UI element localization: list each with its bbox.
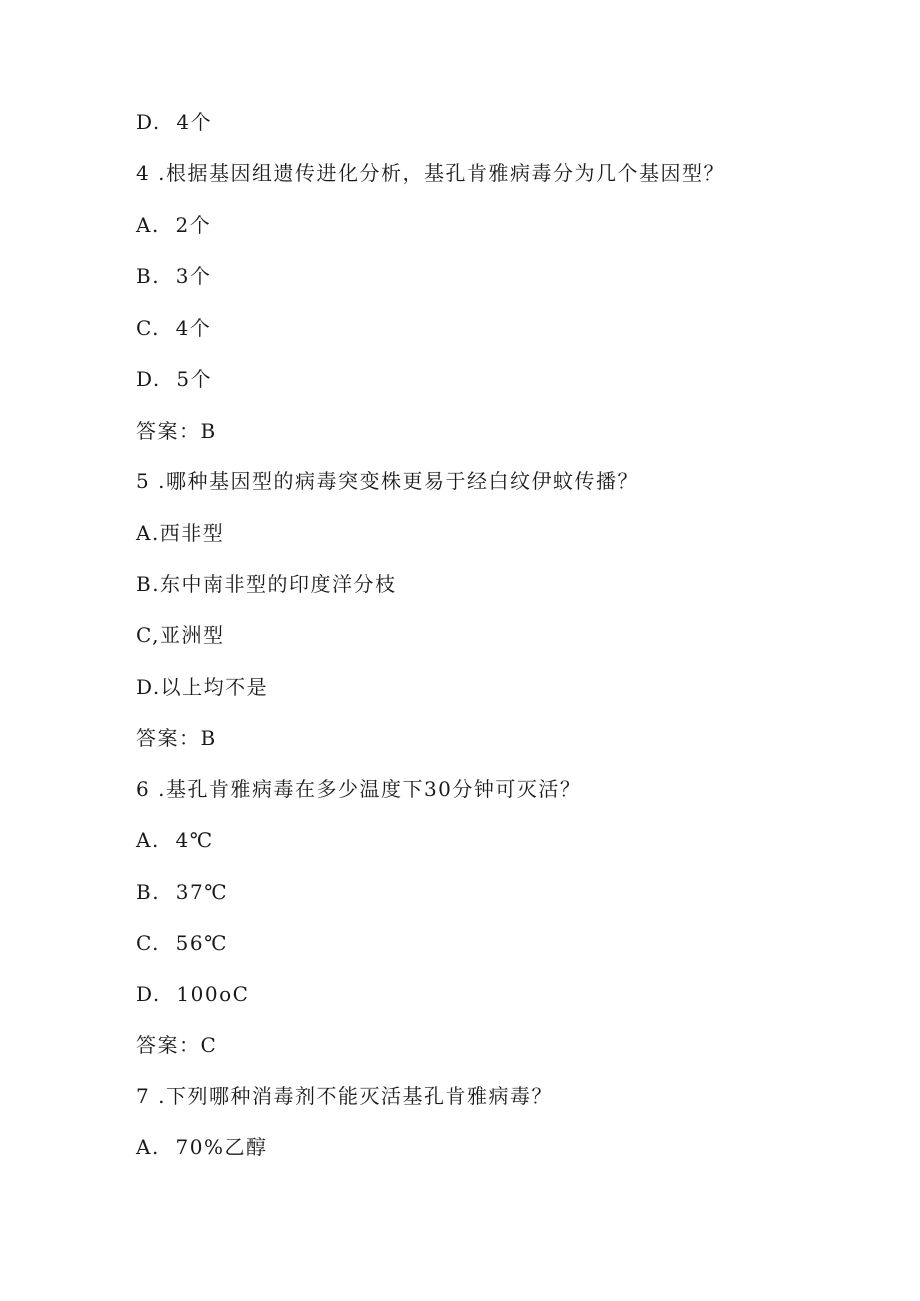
question-6: 6 .基孔肯雅病毒在多少温度下30分钟可灭活？: [136, 777, 582, 801]
option-b-q5: B.东中南非型的印度洋分枝: [136, 572, 397, 596]
question-7: 7 .下列哪种消毒剂不能灭活基孔肯雅病毒？: [136, 1084, 553, 1108]
option-c-q4: C. 4个: [136, 316, 212, 340]
question-4: 4 .根据基因组遗传进化分析，基孔肯雅病毒分为几个基因型？: [136, 161, 725, 185]
option-d-q5: D.以上均不是: [136, 675, 269, 699]
answer-q5: 答案：B: [136, 726, 217, 750]
option-a-q7: A. 70%乙醇: [136, 1135, 268, 1159]
option-a-q6: A. 4℃: [136, 828, 214, 852]
option-a-q5: A.西非型: [136, 521, 225, 545]
answer-q4: 答案：B: [136, 419, 217, 443]
option-b-q6: B. 37℃: [136, 880, 229, 904]
option-a-q4: A. 2个: [136, 213, 212, 237]
option-b-q4: B. 3个: [136, 264, 212, 288]
question-5: 5 .哪种基因型的病毒突变株更易于经白纹伊蚊传播？: [136, 469, 639, 493]
option-c-q6: C. 56℃: [136, 931, 228, 955]
answer-q6: 答案：C: [136, 1033, 218, 1057]
option-c-q5: C,亚洲型: [136, 623, 225, 647]
option-d-q6: D. 100oC: [136, 982, 250, 1006]
option-d-q4: D. 5个: [136, 367, 213, 391]
option-d-q3: D. 4个: [136, 110, 213, 134]
